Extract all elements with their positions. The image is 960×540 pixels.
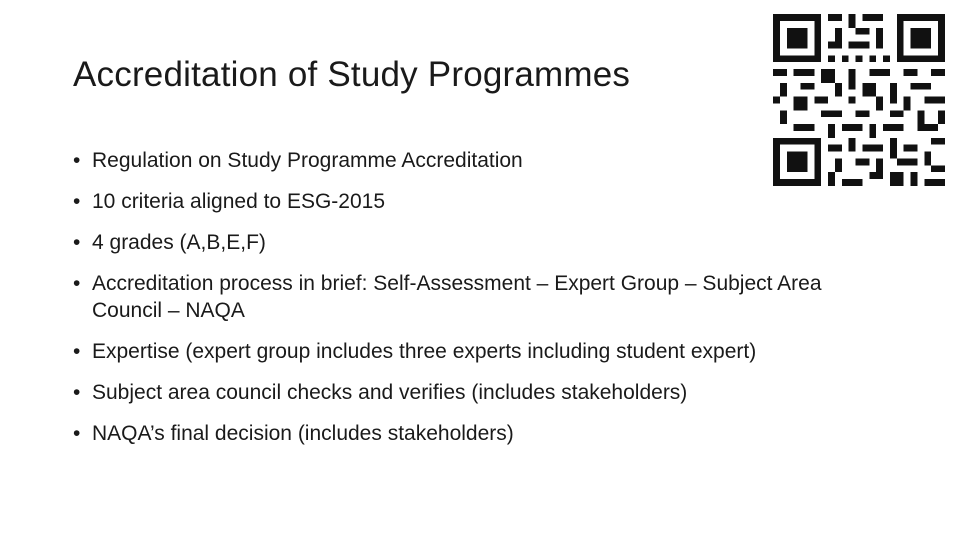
list-item — [73, 229, 833, 256]
bullet-text: 10 criteria aligned to ESG-2015 — [92, 190, 386, 213]
list-item — [73, 379, 833, 406]
bullet-dot: • — [73, 190, 81, 213]
bullet-text: Expertise (expert group includes three experts including student expert) — [92, 340, 757, 363]
list-item — [73, 188, 833, 215]
bullet-dot: • — [73, 340, 81, 363]
bullet-text: 4 grades (A,B,E,F) — [92, 231, 266, 254]
bullet-text: Subject area council checks and verifies (includes stakeholders) — [92, 381, 688, 404]
bullet-dot: • — [73, 231, 81, 254]
bullet-dot: • — [73, 149, 81, 172]
bullet-text: NAQA’s final decision (includes stakeholders) — [92, 422, 514, 445]
list-item — [73, 420, 833, 447]
bullet-dot: • — [73, 422, 81, 445]
list-item — [73, 147, 833, 174]
bullet-text: Accreditation process in brief: Self-Assessment – Expert Group – Subject Area Council – NAQA — [92, 272, 822, 322]
slide-title: Accreditation of Study Programmes — [73, 55, 631, 94]
bullet-text: Regulation on Study Programme Accreditation — [92, 149, 523, 172]
list-item — [73, 338, 833, 365]
bullet-dot: • — [73, 381, 81, 404]
bullet-dot: • — [73, 272, 81, 295]
list-item — [73, 270, 833, 324]
bullet-list — [73, 147, 833, 461]
